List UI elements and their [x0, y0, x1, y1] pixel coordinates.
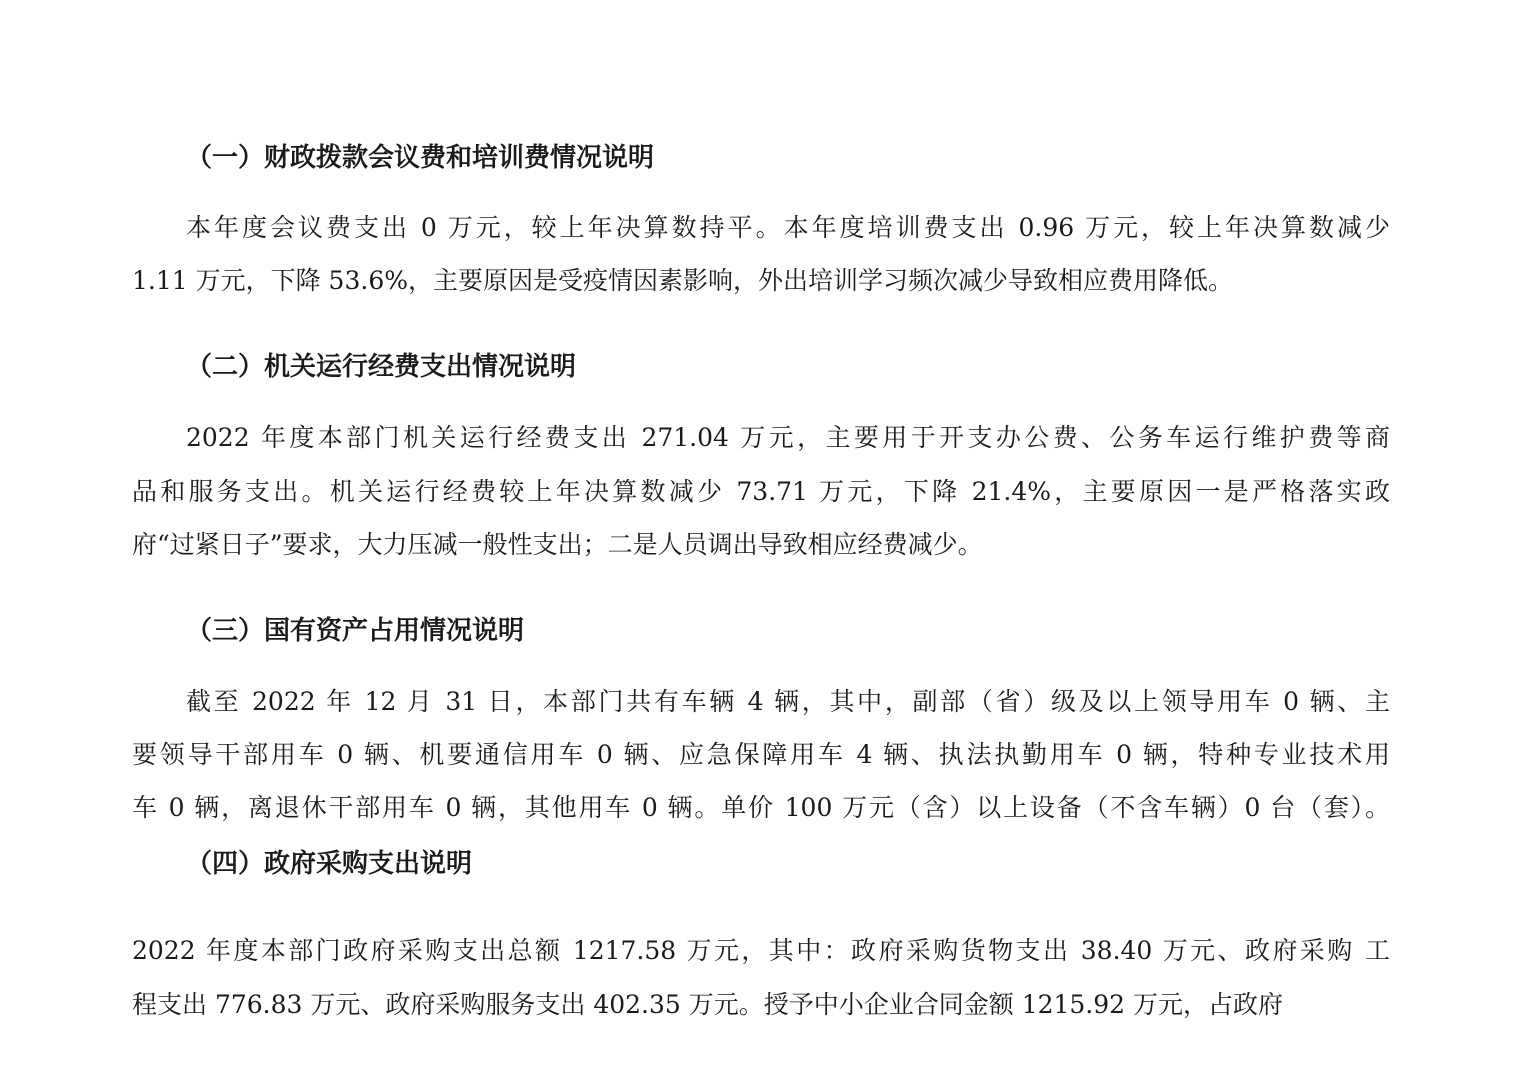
section-3-paragraph-line-3: 车 0 辆，离退休干部用车 0 辆，其他用车 0 辆。单价 100 万元（含）以上设备（不含车辆）0 台（套）。: [132, 793, 1390, 822]
section-1-heading: （一）财政拨款会议费和培训费情况说明: [186, 143, 655, 173]
section-4-paragraph-line-2: 程支出 776.83 万元、政府采购服务支出 402.35 万元。授予中小企业合同金额 1215.92 万元，占政府: [132, 990, 1284, 1019]
section-1-paragraph-line-1: 本年度会议费支出 0 万元，较上年决算数持平。本年度培训费支出 0.96 万元，较上年决算数减少: [186, 213, 1390, 242]
section-4-heading: （四）政府采购支出说明: [186, 849, 473, 879]
section-1-paragraph-line-2: 1.11 万元，下降 53.6%，主要原因是受疫情因素影响，外出培训学习频次减少导致相应费用降低。: [132, 266, 1233, 295]
section-2-paragraph-line-3: 府“过紧日子”要求，大力压减一般性支出；二是人员调出导致相应经费减少。: [132, 530, 983, 559]
section-2-heading: （二）机关运行经费支出情况说明: [186, 352, 577, 382]
section-3-paragraph-line-1: 截至 2022 年 12 月 31 日，本部门共有车辆 4 辆，其中，副部（省）级及以上领导用车 0 辆、主: [186, 687, 1390, 716]
section-3-heading: （三）国有资产占用情况说明: [186, 616, 525, 646]
section-4-paragraph-line-1: 2022 年度本部门政府采购支出总额 1217.58 万元，其中：政府采购货物支出 38.40 万元、政府采购 工: [132, 936, 1390, 965]
section-3-paragraph-line-2: 要领导干部用车 0 辆、机要通信用车 0 辆、应急保障用车 4 辆、执法执勤用车 0 辆，特种专业技术用: [132, 740, 1390, 769]
section-2-paragraph-line-2: 品和服务支出。机关运行经费较上年决算数减少 73.71 万元，下降 21.4%，主要原因一是严格落实政: [132, 477, 1390, 506]
section-2-paragraph-line-1: 2022 年度本部门机关运行经费支出 271.04 万元，主要用于开支办公费、公务车运行维护费等商: [186, 423, 1390, 452]
